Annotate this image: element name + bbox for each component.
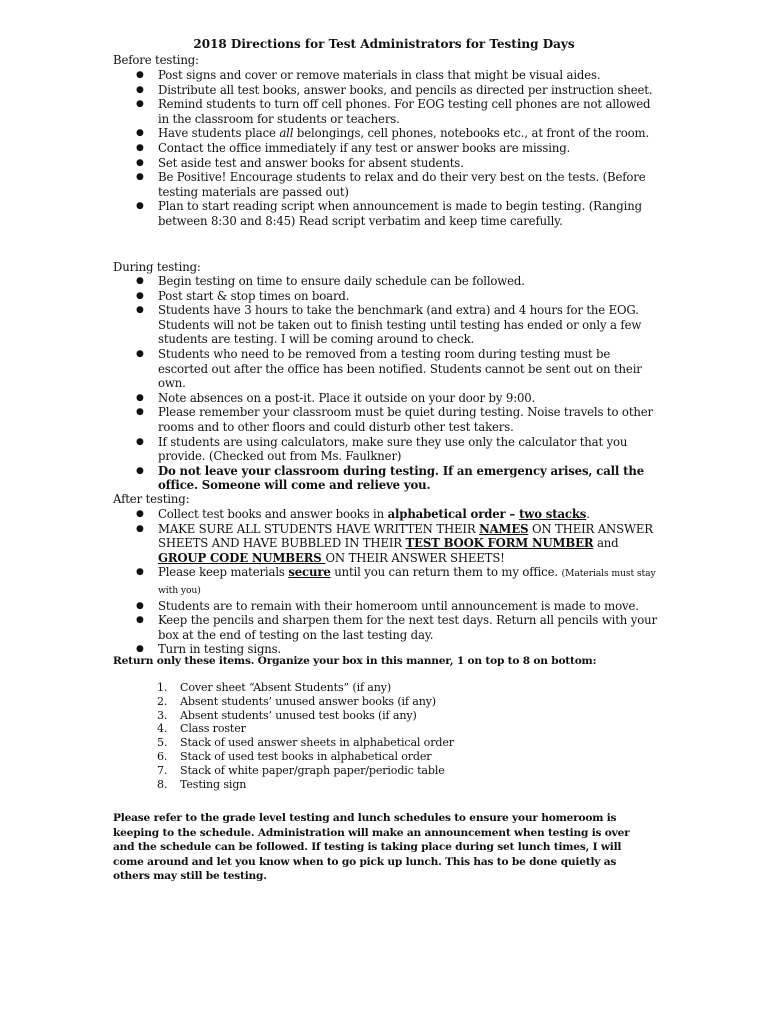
item-number: 2. [157,694,168,708]
closing-paragraph: Please refer to the grade level testing and lunch schedules to ensure your homeroom is keeping to the schedule. Administration will make an announcement when testing is over and the schedule can be followed. If testing is taking place during set lunch times, I will come around and let you know when to go pick up lunch. This has to be done quietly as others may still be testing. [113,812,630,882]
list-item: ● Set aside test and answer books for absent students. [0,156,658,171]
numbered-item [0,778,454,792]
list-item: ● Students are to remain with their homeroom until announcement is made to move. [0,599,658,614]
numbered-item [0,750,454,764]
list-item: ● Note absences on a post-it. Place it outside on your door by 9:00. [0,391,658,406]
numbered-item [0,764,454,778]
numbered-item [0,722,454,736]
list-item-warning: ● Do not leave your classroom during testing. If an emergency arises, call the office. Someone will come and relieve you. [0,464,658,493]
item-number: 8. [157,777,168,791]
list-item: ● Remind students to turn off cell phones. For EOG testing cell phones are not allowed in the classroom for students or teachers. [0,97,658,126]
item-text: Stack of white paper/graph paper/periodic table [180,763,445,777]
during-testing-heading: During testing: [113,260,201,274]
text-run: until you can return them to my office. [330,565,562,580]
during-testing-list [0,274,660,493]
list-item [0,126,658,141]
list-item: ● Be Positive! Encourage students to relax and do their very best on the tests. (Before testing materials are passed out) [0,170,658,199]
numbered-item [0,709,454,723]
text-run: and [593,536,619,551]
list-item: ● Distribute all test books, answer books, and pencils as directed per instruction sheet. [0,83,658,98]
after-testing-list [0,507,660,657]
numbered-item [0,695,454,709]
item-number: 7. [157,763,168,777]
text-run: ON THEIR ANSWER SHEETS! [325,550,505,565]
before-testing-list [0,68,660,229]
item-text: Absent students’ unused answer books (if any) [180,694,436,708]
underlined-bold-text: NAMES [479,521,529,536]
text-run: ON THEIR ANSWER SHEETS AND HAVE BUBBLED IN THEIR [158,521,653,551]
list-item: ● Please remember your classroom must be quiet during testing. Noise travels to other rooms and to other floors and could disturb other test takers. [0,405,658,434]
list-item: ● Contact the office immediately if any test or answer books are missing. [0,141,658,156]
list-item: ● If students are using calculators, make sure they use only the calculator that you provide. (Checked out from Ms. Faulkner) [0,435,658,464]
item-number: 5. [157,736,168,750]
list-item: ● Begin testing on time to ensure daily schedule can be followed. [0,274,658,289]
before-testing-heading: Before testing: [113,53,199,67]
list-item: ● Students who need to be removed from a testing room during testing must be escorted out after the office has been notified. Students cannot be sent out on their own. [0,347,658,391]
bold-text: – [505,507,520,521]
item-text: Testing sign [180,777,247,791]
small-note: (Materials must stay with you) [158,568,656,596]
item-number: 1. [157,681,168,694]
text-run: Collect test books and answer books in [158,507,388,521]
item-text: Stack of used answer sheets in alphabetical order [180,736,454,750]
list-item: ● Students have 3 hours to take the benchmark (and extra) and 4 hours for the EOG. Students will not be taken out to finish testing until testing has ended or only a few students are testing. I will be coming around to check. [0,303,658,347]
text-run: . [586,507,590,521]
item-number: 4. [157,722,168,736]
list-item [0,565,658,598]
list-item [0,507,658,522]
underlined-bold-text: two stacks [519,507,587,521]
text-run: Have students place [158,126,280,141]
return-items-list [0,681,454,791]
return-instruction: Return only these items. Organize your box in this manner, 1 on top to 8 on bottom: [113,655,597,667]
item-text: Class roster [180,722,246,736]
item-text: Absent students’ unused test books (if any) [180,708,417,722]
emphasis-text: all [279,126,294,141]
list-item: ● Turn in testing signs. [0,642,658,657]
item-text: Cover sheet “Absent Students” (if any) [180,681,392,694]
list-item: ● Keep the pencils and sharpen them for the next test days. Return all pencils with your box at the end of testing on the last testing day. [0,613,658,642]
numbered-item [0,736,454,750]
document-title: 2018 Directions for Test Administrators for Testing Days [193,37,575,51]
after-testing-heading: After testing: [113,492,190,506]
list-item [0,522,658,566]
bold-text: alphabetical order [387,507,506,521]
underlined-bold-text: secure [288,565,331,580]
list-item: ● Post signs and cover or remove materials in class that might be visual aides. [0,68,658,83]
item-number: 6. [157,749,168,763]
numbered-item [0,681,454,695]
item-text: Stack of used test books in alphabetical order [180,749,432,763]
list-item: ● Plan to start reading script when announcement is made to begin testing. (Ranging between 8:30 and 8:45) Read script verbatim and keep time carefully. [0,199,658,228]
list-item: ● Post start & stop times on board. [0,289,658,304]
text-run: MAKE SURE ALL STUDENTS HAVE WRITTEN THEIR [158,521,480,536]
text-run: belongings, cell phones, notebooks etc., at front of the room. [293,126,650,141]
text-run: Please keep materials [158,565,289,580]
item-number: 3. [157,708,168,722]
underlined-bold-text: TEST BOOK FORM NUMBER [405,536,594,551]
underlined-bold-text: GROUP CODE NUMBERS [158,550,326,565]
